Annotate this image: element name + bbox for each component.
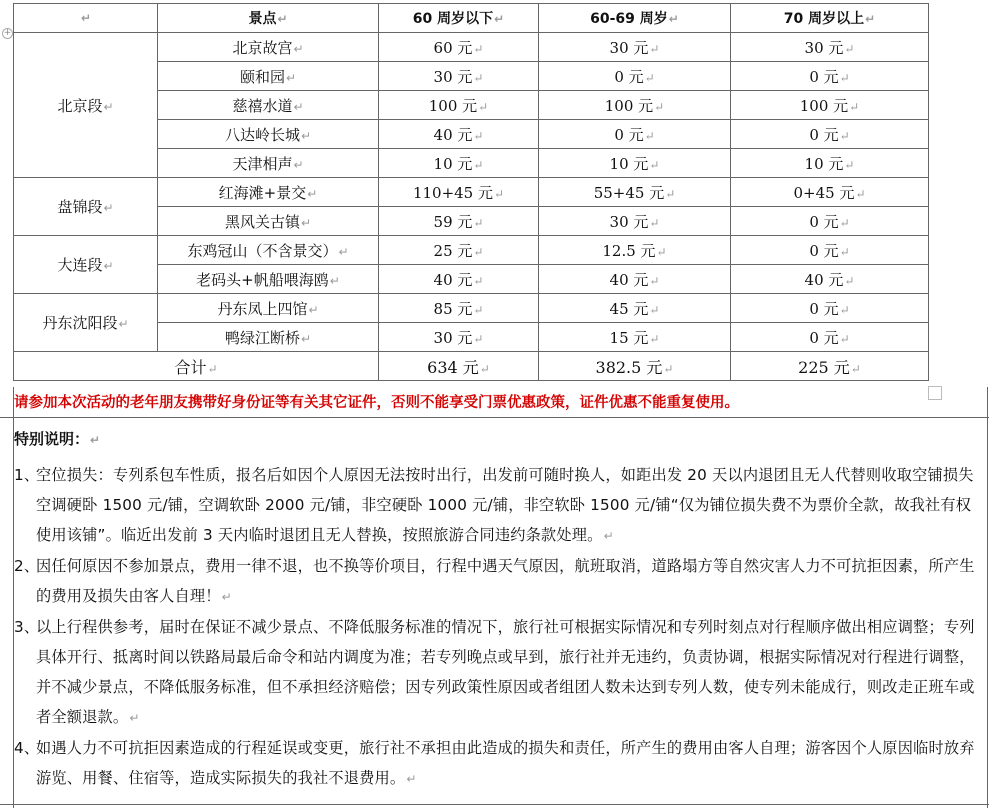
price-60-69-cell: 0 元↵ — [539, 62, 731, 91]
paragraph-mark: ↵ — [103, 99, 114, 114]
paragraph-mark: ↵ — [494, 186, 505, 201]
paragraph-mark: ↵ — [649, 41, 660, 56]
paragraph-mark: ↵ — [473, 244, 484, 259]
segment-name-cell: 盘锦段↵ — [14, 178, 158, 236]
special-notes — [14, 460, 980, 794]
paragraph-mark: ↵ — [118, 317, 129, 331]
header-spot: 景点↵ — [158, 4, 379, 33]
paragraph-mark: ↵ — [473, 331, 484, 346]
paragraph-mark: ↵ — [473, 215, 484, 230]
price-60-69-cell: 12.5 元↵ — [539, 236, 731, 265]
paragraph-mark: ↵ — [277, 12, 288, 26]
segment-name-cell: 大连段↵ — [14, 236, 158, 294]
paragraph-mark: ↵ — [663, 361, 674, 376]
segment-name-cell: 北京段↵ — [14, 33, 158, 178]
price-under-60-cell: 30 元↵ — [379, 323, 539, 352]
paragraph-mark: ↵ — [293, 99, 304, 114]
price-under-60-cell: 60 元↵ — [379, 33, 539, 62]
price-60-69-cell: 30 元↵ — [539, 33, 731, 62]
price-under-60-cell: 10 元↵ — [379, 149, 539, 178]
price-over-70-cell: 10 元↵ — [731, 149, 929, 178]
header-under-60: 60 周岁以下↵ — [379, 4, 539, 33]
paragraph-mark: ↵ — [649, 215, 660, 230]
paragraph-mark: ↵ — [656, 244, 667, 259]
paragraph-mark: ↵ — [665, 186, 676, 201]
price-over-70-cell: 30 元↵ — [731, 33, 929, 62]
paragraph-mark: ↵ — [849, 99, 860, 114]
table-move-handle-icon[interactable]: + — [3, 28, 12, 38]
spot-cell: 东鸡冠山（不含景交）↵ — [158, 236, 379, 265]
total-under-60-cell: 634 元↵ — [379, 352, 539, 381]
price-over-70-cell: 0 元↵ — [731, 62, 929, 91]
paragraph-mark: ↵ — [839, 70, 850, 85]
spot-cell: 颐和园↵ — [158, 62, 379, 91]
price-under-60-cell: 100 元↵ — [379, 91, 539, 120]
paragraph-mark: ↵ — [478, 99, 489, 114]
note-item: 4、 如遇人力不可抗拒因素造成的行程延误或变更，旅行社不承担由此造成的损失和责任，所产生的费用由客人自理；游客因个人原因临时放弃游览、用餐、住宿等，造成实际损失的我社不退费用。↵ — [14, 739, 975, 787]
paragraph-mark: ↵ — [850, 361, 861, 376]
spot-cell: 天津相声↵ — [158, 149, 379, 178]
paragraph-mark: ↵ — [844, 157, 855, 172]
header-60-69: 60-69 周岁↵ — [539, 4, 731, 33]
paragraph-mark: ↵ — [300, 215, 312, 230]
spot-cell: 黑风关古镇↵ — [158, 207, 379, 236]
segment-name-cell: 丹东沈阳段↵ — [14, 294, 158, 352]
price-over-70-cell: 0 元↵ — [731, 236, 929, 265]
price-under-60-cell: 30 元↵ — [379, 62, 539, 91]
table-row — [14, 178, 929, 207]
price-over-70-cell: 0+45 元↵ — [731, 178, 929, 207]
paragraph-mark: ↵ — [839, 244, 850, 259]
table-header-row — [14, 4, 929, 33]
note-item: 3、 以上行程供参考，届时在保证不减少景点、不降低服务标准的情况下，旅行社可根据实际情况和专列时刻点对行程顺序做出相应调整；专列具体开行、抵离时间以铁路局最后命令和站内调度为准；若专列晚点或早到，旅行社并无违约，负责协调，根据实际情况对行程进行调整，并不减少景点，不降低服务标准，但不承担经济赔偿；因专列政策性原因或者组团人数未达到专列人数，使专列未能成行，则改走正班车或者全额退款。↵ — [14, 618, 975, 726]
spot-cell: 鸭绿江断桥↵ — [158, 323, 379, 352]
paragraph-mark: ↵ — [473, 302, 484, 317]
paragraph-mark: ↵ — [654, 99, 665, 114]
price-60-69-cell: 40 元↵ — [539, 265, 731, 294]
paragraph-mark: ↵ — [839, 128, 850, 143]
table-row — [14, 294, 929, 323]
table-row — [14, 236, 929, 265]
total-label-cell: 合计↵ — [14, 352, 379, 381]
paragraph-mark: ↵ — [473, 157, 484, 172]
paragraph-mark: ↵ — [80, 11, 92, 25]
price-under-60-cell: 110+45 元↵ — [379, 178, 539, 207]
price-over-70-cell: 0 元↵ — [731, 323, 929, 352]
price-under-60-cell: 40 元↵ — [379, 120, 539, 149]
spot-cell: 红海滩+景交↵ — [158, 178, 379, 207]
price-under-60-cell: 85 元↵ — [379, 294, 539, 323]
paragraph-mark: ↵ — [855, 186, 866, 201]
spot-cell: 老码头+帆船喂海鸥↵ — [158, 265, 379, 294]
paragraph-mark: ↵ — [644, 70, 655, 85]
divider-line — [0, 417, 989, 418]
paragraph-mark: ↵ — [668, 12, 679, 26]
paragraph-mark: ↵ — [473, 41, 484, 56]
spot-cell: 八达岭长城↵ — [158, 120, 379, 149]
notes-title: 特别说明：↵ — [14, 430, 101, 448]
paragraph-mark: ↵ — [300, 331, 312, 346]
paragraph-mark: ↵ — [649, 302, 660, 317]
paragraph-mark: ↵ — [473, 70, 484, 85]
spot-cell: 慈禧水道↵ — [158, 91, 379, 120]
price-under-60-cell: 25 元↵ — [379, 236, 539, 265]
paragraph-mark: ↵ — [473, 273, 484, 288]
spot-cell: 北京故宫↵ — [158, 33, 379, 62]
paragraph-mark: ↵ — [644, 128, 655, 143]
price-under-60-cell: 40 元↵ — [379, 265, 539, 294]
spot-cell: 丹东凤上四馆↵ — [158, 294, 379, 323]
price-60-69-cell: 45 元↵ — [539, 294, 731, 323]
price-over-70-cell: 40 元↵ — [731, 265, 929, 294]
paragraph-mark: ↵ — [649, 273, 660, 288]
total-60-69-cell: 382.5 元↵ — [539, 352, 731, 381]
paragraph-mark: ↵ — [844, 41, 855, 56]
total-row — [14, 352, 929, 381]
price-over-70-cell: 100 元↵ — [731, 91, 929, 120]
paragraph-mark: ↵ — [839, 331, 850, 346]
paragraph-mark: ↵ — [649, 331, 660, 346]
paragraph-mark: ↵ — [307, 186, 318, 201]
paragraph-mark: ↵ — [479, 361, 490, 376]
paragraph-mark: ↵ — [103, 201, 114, 215]
paragraph-mark: ↵ — [293, 157, 304, 172]
price-60-69-cell: 15 元↵ — [539, 323, 731, 352]
price-60-69-cell: 30 元↵ — [539, 207, 731, 236]
paragraph-mark: ↵ — [338, 244, 349, 259]
header-corner-cell — [14, 4, 158, 33]
paragraph-mark: ↵ — [207, 361, 218, 376]
paragraph-mark: ↵ — [103, 259, 114, 273]
paragraph-mark: ↵ — [90, 433, 101, 447]
paragraph-mark: ↵ — [844, 273, 855, 288]
id-card-notice: 请参加本次活动的老年朋友携带好身份证等有关其它证件，否则不能享受门票优惠政策，证件优惠不能重复使用。 — [14, 395, 739, 411]
table-row — [14, 33, 929, 62]
ticket-price-table-body — [14, 4, 929, 381]
price-60-69-cell: 10 元↵ — [539, 149, 731, 178]
price-over-70-cell: 0 元↵ — [731, 120, 929, 149]
paragraph-mark: ↵ — [494, 12, 505, 26]
paragraph-mark: ↵ — [473, 128, 484, 143]
paragraph-mark: ↵ — [839, 215, 850, 230]
paragraph-mark: ↵ — [293, 41, 304, 56]
paragraph-mark: ↵ — [308, 302, 319, 317]
paragraph-mark: ↵ — [329, 273, 340, 288]
header-over-70: 70 周岁以上↵ — [731, 4, 929, 33]
bottom-divider-line — [0, 804, 989, 805]
paragraph-mark: ↵ — [300, 128, 312, 143]
price-over-70-cell: 0 元↵ — [731, 207, 929, 236]
price-over-70-cell: 0 元↵ — [731, 294, 929, 323]
total-over-70-cell: 225 元↵ — [731, 352, 929, 381]
price-60-69-cell: 55+45 元↵ — [539, 178, 731, 207]
note-item: 2、 因任何原因不参加景点，费用一律不退，也不换等价项目，行程中遇天气原因，航班取消，道路塌方等自然灾害人力不可抗拒因素，所产生的费用及损失由客人自理！↵ — [14, 557, 975, 605]
paragraph-mark: ↵ — [649, 157, 660, 172]
note-item: 1、 空位损失：专列系包车性质，报名后如因个人原因无法按时出行，出发前可随时换人，如距出发 20 天以内退团且无人代替则收取空铺损失空调硬卧 1500 元/铺，空调软卧 2000 元/铺，非空硬卧 1000 元/铺，非空软卧 1500 元/铺“仅为铺位损失费不为票价全款，故我社有权使用该铺”。临近出发前 3 天内临时退团且无人替换，按照旅游合同违约条款处理。↵ — [14, 466, 974, 544]
price-under-60-cell: 59 元↵ — [379, 207, 539, 236]
paragraph-mark: ↵ — [865, 12, 876, 26]
ticket-price-table — [13, 3, 929, 381]
price-60-69-cell: 0 元↵ — [539, 120, 731, 149]
paragraph-mark: ↵ — [285, 70, 297, 85]
price-60-69-cell: 100 元↵ — [539, 91, 731, 120]
paragraph-mark: ↵ — [839, 302, 850, 317]
